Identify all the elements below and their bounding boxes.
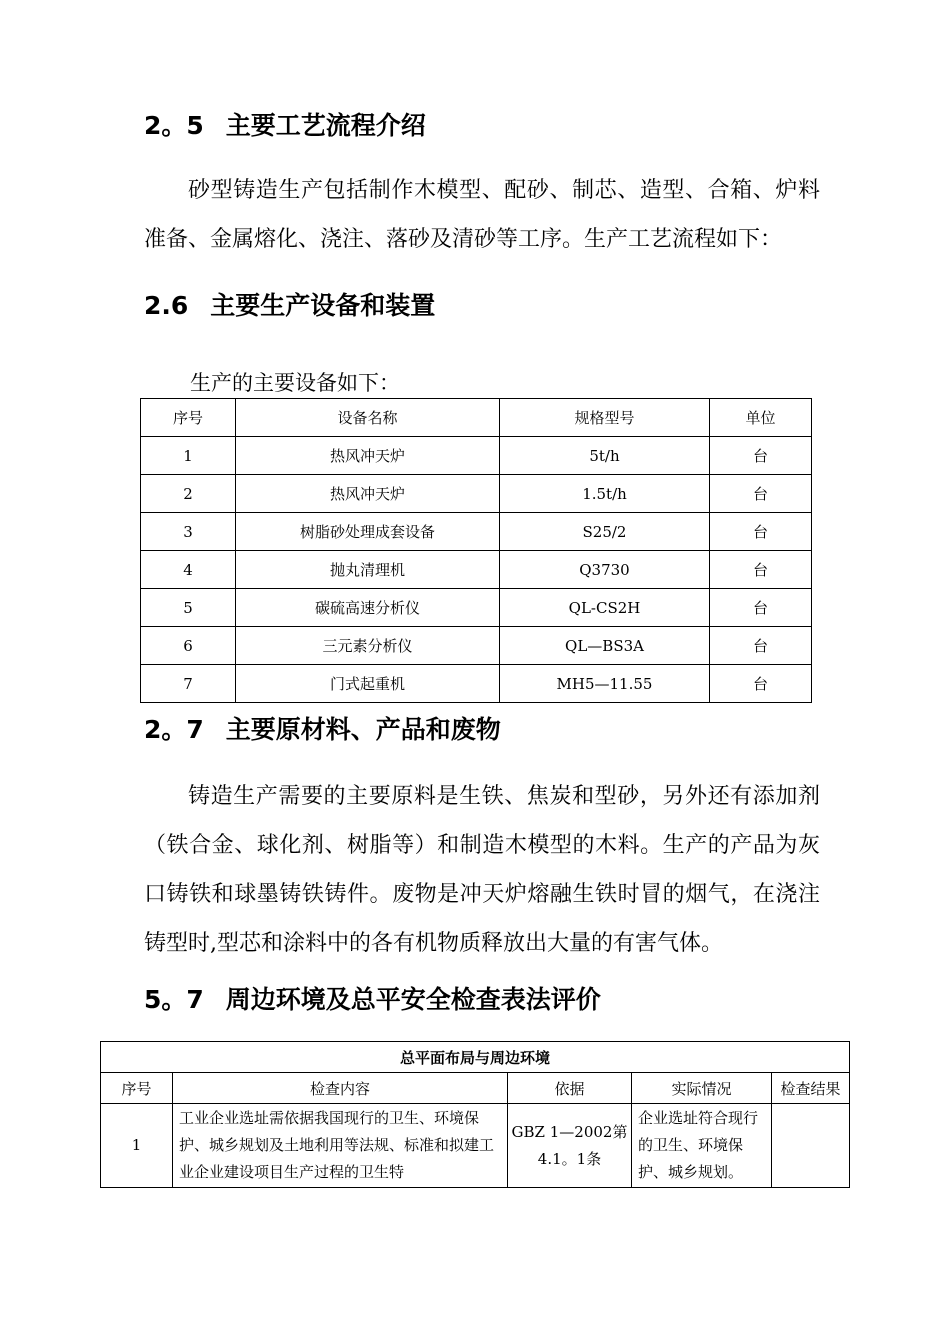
equipment-intro: 生产的主要设备如下： <box>190 371 400 395</box>
equipment-cell: QL—BS3A <box>500 627 710 665</box>
check-cell <box>772 1104 850 1188</box>
check-header-cell: 检查内容 <box>173 1073 508 1104</box>
check-row <box>101 1104 850 1188</box>
equipment-cell: QL-CS2H <box>500 589 710 627</box>
section-heading-5-7 <box>144 984 601 1016</box>
equipment-cell: 1 <box>141 437 236 475</box>
equipment-cell: 台 <box>710 437 812 475</box>
check-cell: 1 <box>101 1104 173 1188</box>
equipment-cell: 5 <box>141 589 236 627</box>
equipment-cell: 5t/h <box>500 437 710 475</box>
equipment-header-cell: 序号 <box>141 399 236 437</box>
equipment-cell: 1.5t/h <box>500 475 710 513</box>
check-header-row <box>101 1073 850 1104</box>
equipment-cell: 碳硫高速分析仪 <box>236 589 500 627</box>
site-check-table <box>100 1041 850 1188</box>
equipment-cell: 台 <box>710 627 812 665</box>
check-cell: 工业企业选址需依据我国现行的卫生、环境保护、城乡规划及土地利用等法规、标准和拟建工业企业建设项目生产过程的卫生特 <box>173 1104 508 1188</box>
equipment-cell: 树脂砂处理成套设备 <box>236 513 500 551</box>
section-heading-2-7 <box>144 714 501 746</box>
section-title: 主要原材料、产品和废物 <box>225 715 501 744</box>
check-cell: 企业选址符合现行的卫生、环境保护、城乡规划。 <box>632 1104 772 1188</box>
equipment-cell: 6 <box>141 627 236 665</box>
section-heading-2-5 <box>144 110 426 142</box>
check-header-cell: 依据 <box>508 1073 632 1104</box>
check-header-cell: 实际情况 <box>632 1073 772 1104</box>
section-number: 2。5 <box>144 111 204 140</box>
equipment-row <box>141 551 812 589</box>
section-number: 2.6 <box>144 291 189 320</box>
equipment-row <box>141 665 812 703</box>
equipment-row <box>141 437 812 475</box>
section-title: 主要生产设备和装置 <box>210 291 436 320</box>
check-table-title: 总平面布局与周边环境 <box>101 1042 850 1073</box>
equipment-cell: 台 <box>710 589 812 627</box>
check-cell: GBZ 1—2002第4.1。1条 <box>508 1104 632 1188</box>
equipment-cell: 抛丸清理机 <box>236 551 500 589</box>
equipment-header-row <box>141 399 812 437</box>
equipment-cell: 4 <box>141 551 236 589</box>
section-title: 主要工艺流程介绍 <box>225 111 426 140</box>
equipment-cell: 热风冲天炉 <box>236 437 500 475</box>
equipment-cell: 2 <box>141 475 236 513</box>
check-header-cell: 序号 <box>101 1073 173 1104</box>
equipment-header-cell: 设备名称 <box>236 399 500 437</box>
equipment-row <box>141 627 812 665</box>
section-heading-2-6 <box>144 290 435 322</box>
process-paragraph: 砂型铸造生产包括制作木模型、配砂、制芯、造型、合箱、炉料准备、金属熔化、浇注、落砂及清砂等工序。生产工艺流程如下： <box>144 178 820 252</box>
equipment-cell: 台 <box>710 475 812 513</box>
section-title: 周边环境及总平安全检查表法评价 <box>225 985 601 1014</box>
section-number: 5。7 <box>144 985 204 1014</box>
equipment-cell: 台 <box>710 513 812 551</box>
equipment-cell: 台 <box>710 665 812 703</box>
equipment-row <box>141 475 812 513</box>
equipment-row <box>141 589 812 627</box>
materials-paragraph: 铸造生产需要的主要原料是生铁、焦炭和型砂，另外还有添加剂（铁合金、球化剂、树脂等）和制造木模型的木料。生产的产品为灰口铸铁和球墨铸铁铸件。废物是冲天炉熔融生铁时冒的烟气，在浇注铸型时,型芯和涂料中的各有机物质释放出大量的有害气体。 <box>144 784 820 956</box>
equipment-cell: 3 <box>141 513 236 551</box>
equipment-cell: 7 <box>141 665 236 703</box>
equipment-cell: 热风冲天炉 <box>236 475 500 513</box>
equipment-header-cell: 规格型号 <box>500 399 710 437</box>
equipment-row <box>141 513 812 551</box>
equipment-cell: S25/2 <box>500 513 710 551</box>
equipment-cell: 门式起重机 <box>236 665 500 703</box>
equipment-table <box>140 398 812 703</box>
equipment-cell: 三元素分析仪 <box>236 627 500 665</box>
equipment-header-cell: 单位 <box>710 399 812 437</box>
equipment-cell: Q3730 <box>500 551 710 589</box>
check-header-cell: 检查结果 <box>772 1073 850 1104</box>
equipment-cell: MH5—11.55 <box>500 665 710 703</box>
equipment-cell: 台 <box>710 551 812 589</box>
section-number: 2。7 <box>144 715 204 744</box>
